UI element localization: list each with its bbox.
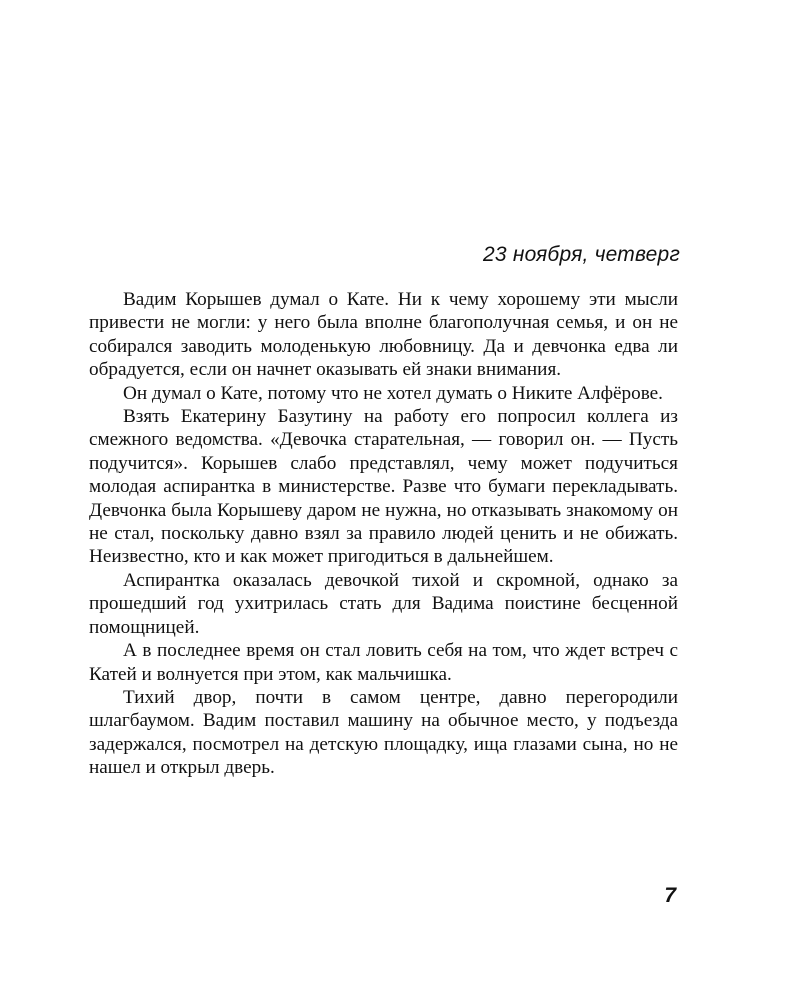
date-heading: 23 ноября, четверг [483, 243, 680, 266]
paragraph: А в последнее время он стал ловить себя на том, что ждет встреч с Катей и волнуется при этом, как мальчишка. [89, 640, 678, 685]
paragraph: Взять Екатерину Базутину на работу его попросил коллега из смежного ведомства. «Девочка старательная, — говорил он. — Пусть подучится». Корышев слабо представлял, чему может подучиться молодая аспирантка в министерстве. Разве что бумаги перекладывать. Девчонка была Корышеву даром не нужна, но отказывать знакомому он не стал, поскольку давно взял за правило людей ценить и не обижать. Неизвестно, кто и как может пригодиться в дальнейшем. [89, 406, 678, 568]
paragraph: Тихий двор, почти в самом центре, давно перегородили шлагбаумом. Вадим поставил машину на обычное место, у подъезда задержался, посмотрел на детскую площадку, ища глазами сына, но не нашел и открыл дверь. [89, 686, 678, 779]
page-number: 7 [664, 884, 676, 907]
paragraph: Он думал о Кате, потому что не хотел думать о Никите Алфёрове. [123, 382, 663, 404]
body-text [89, 288, 678, 780]
paragraph: Вадим Корышев думал о Кате. Ни к чему хорошему эти мысли привести не могли: у него была вполне благополучная семья, и он не собирался заводить молоденькую любовницу. Да и девчонка едва ли обрадуется, если он начнет оказывать ей знаки внимания. [89, 289, 678, 381]
paragraph: Аспирантка оказалась девочкой тихой и скромной, однако за прошедший год ухитрилась стать для Вадима поистине бесценной помощницей. [89, 569, 678, 638]
